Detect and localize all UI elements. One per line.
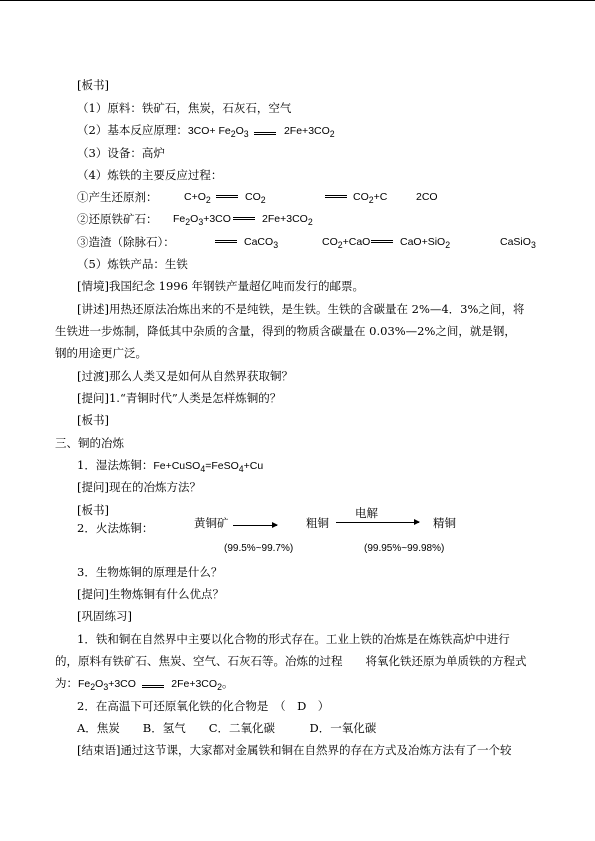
basic-reaction-rhs: $2Fe+3CO_2$ bbox=[283, 125, 335, 140]
question-bronze-line: [提问]1.“青铜时代”人类是怎样炼铜的？ bbox=[77, 391, 282, 405]
main-process-line: （4）炼铁的主要反应过程： bbox=[77, 168, 223, 182]
slag-eq2-lhs: $CO_2+CaO$ bbox=[322, 236, 371, 251]
section-copper-title: 三、铜的冶炼 bbox=[55, 436, 124, 450]
practice-q2-options: A．焦炭 B．氢气 C．二氧化碳 D．一氧化碳 bbox=[77, 721, 377, 735]
board-note-label: [板书] bbox=[77, 78, 109, 92]
purity-range-crude: (99.5%~99.7%) bbox=[224, 543, 294, 554]
reaction-arrow-icon bbox=[252, 124, 280, 138]
practice-q1-line-1: 1．铁和铜在自然界中主要以化合物的形式存在。工业上铁的冶炼是在炼铁高炉中进行 bbox=[77, 632, 510, 646]
reaction-arrow-icon bbox=[213, 231, 241, 246]
practice-label: [巩固练习] bbox=[77, 609, 132, 623]
purity-range-refined: (99.95%~99.98%) bbox=[364, 543, 445, 554]
practice-q1-equation: 为：$Fe_2O_3+3CO$ $2Fe+3CO_2$。 bbox=[55, 676, 234, 693]
reaction-arrow-icon bbox=[231, 208, 259, 223]
board-note-label-3: [板书] bbox=[77, 503, 109, 517]
lecture-line-1: [讲述]用热还原法冶炼出来的不是纯铁，是生铁。生铁的含碳量在 2%—4．3%之间，将 bbox=[77, 302, 525, 316]
electrolysis-label: 电解 bbox=[355, 506, 378, 520]
reduce-ore-label: ②还原铁矿石： bbox=[77, 212, 158, 226]
reduce-ore-lhs: $Fe_2O_3+3CO$ bbox=[173, 213, 231, 228]
practice-q1-line-2: 的，原料有铁矿石、焦炭、空气、石灰石等。冶炼的过程 将氧化铁还原为单质铁的方程式 bbox=[55, 654, 527, 668]
bio-copper-question: 3．生物炼铜的原理是什么？ bbox=[77, 565, 223, 579]
reductant-eq2-rhs: 2CO bbox=[416, 191, 438, 203]
slag-eq2-rhs: CaO+SiO$_2$ bbox=[400, 236, 451, 251]
basic-reaction-label: （2）基本反应原理： bbox=[77, 123, 188, 137]
top-border-line bbox=[0, 0, 595, 1]
reductant-eq2-lhs: $CO_2+C$ bbox=[353, 191, 388, 206]
fire-copper-label: 2．火法炼铜： bbox=[77, 521, 154, 535]
reduce-ore-rhs: $2Fe+3CO_2$ bbox=[262, 213, 313, 228]
reductant-eq1-rhs: $CO_2$ bbox=[245, 191, 266, 206]
reaction-arrow-icon bbox=[323, 186, 351, 201]
lecture-line-2: 生铁进一步炼制，降低其中杂质的含量，得到的物质含碳量在 0.03%—2%之间，就是钢， bbox=[55, 324, 516, 338]
slag-eq1: CaCO$_3$ bbox=[244, 236, 279, 251]
slag-label: ③造渣（除脉石）： bbox=[77, 235, 175, 249]
chalcopyrite-label: 黄铜矿 bbox=[194, 516, 229, 530]
reductant-eq1-lhs: $C+O_2$ bbox=[184, 191, 211, 206]
basic-reaction-lhs: $3CO+ Fe_2O_3$ bbox=[187, 125, 249, 140]
reaction-arrow-icon bbox=[369, 231, 397, 246]
flow-arrow-icon bbox=[233, 525, 277, 526]
equipment-line: （3）设备：高炉 bbox=[77, 146, 165, 160]
lecture-line-3: 钢的用途更广泛。 bbox=[55, 346, 147, 360]
product-line: （5）炼铁产品：生铁 bbox=[77, 257, 188, 271]
basic-reaction-line bbox=[77, 123, 335, 141]
board-note-label-2: [板书] bbox=[77, 413, 109, 427]
bio-copper-advantage: [提问]生物炼铜有什么优点？ bbox=[77, 587, 224, 601]
reaction-arrow-icon bbox=[214, 186, 242, 201]
slag-eq3: CaSiO$_3$ bbox=[500, 236, 536, 251]
raw-materials-line: （1）原料：铁矿石，焦炭，石灰石，空气 bbox=[77, 101, 292, 115]
transition-line: [过渡]那么人类又是如何从自然界获取铜？ bbox=[77, 369, 293, 383]
scenario-line: [情境]我国纪念 1996 年钢铁产量超亿吨而发行的邮票。 bbox=[77, 279, 365, 293]
closing-remarks-line: [结束语]通过这节课，大家都对金属铁和铜在自然界的存在方式及冶炼方法有了一个较 bbox=[77, 743, 512, 757]
flow-arrow-icon bbox=[336, 522, 419, 523]
question-modern-line: [提问]现在的冶炼方法？ bbox=[77, 480, 201, 494]
practice-q2: 2．在高温下可还原氧化铁的化合物是 （ D ） bbox=[77, 699, 330, 713]
reductant-label: ①产生还原剂： bbox=[77, 190, 158, 204]
wet-copper-line: 1．湿法炼铜：Fe+CuSO$_4$=FeSO$_4$+Cu bbox=[77, 458, 264, 475]
refined-copper-label: 精铜 bbox=[433, 516, 456, 530]
reaction-arrow-icon bbox=[140, 677, 168, 691]
crude-copper-label: 粗铜 bbox=[306, 516, 329, 530]
